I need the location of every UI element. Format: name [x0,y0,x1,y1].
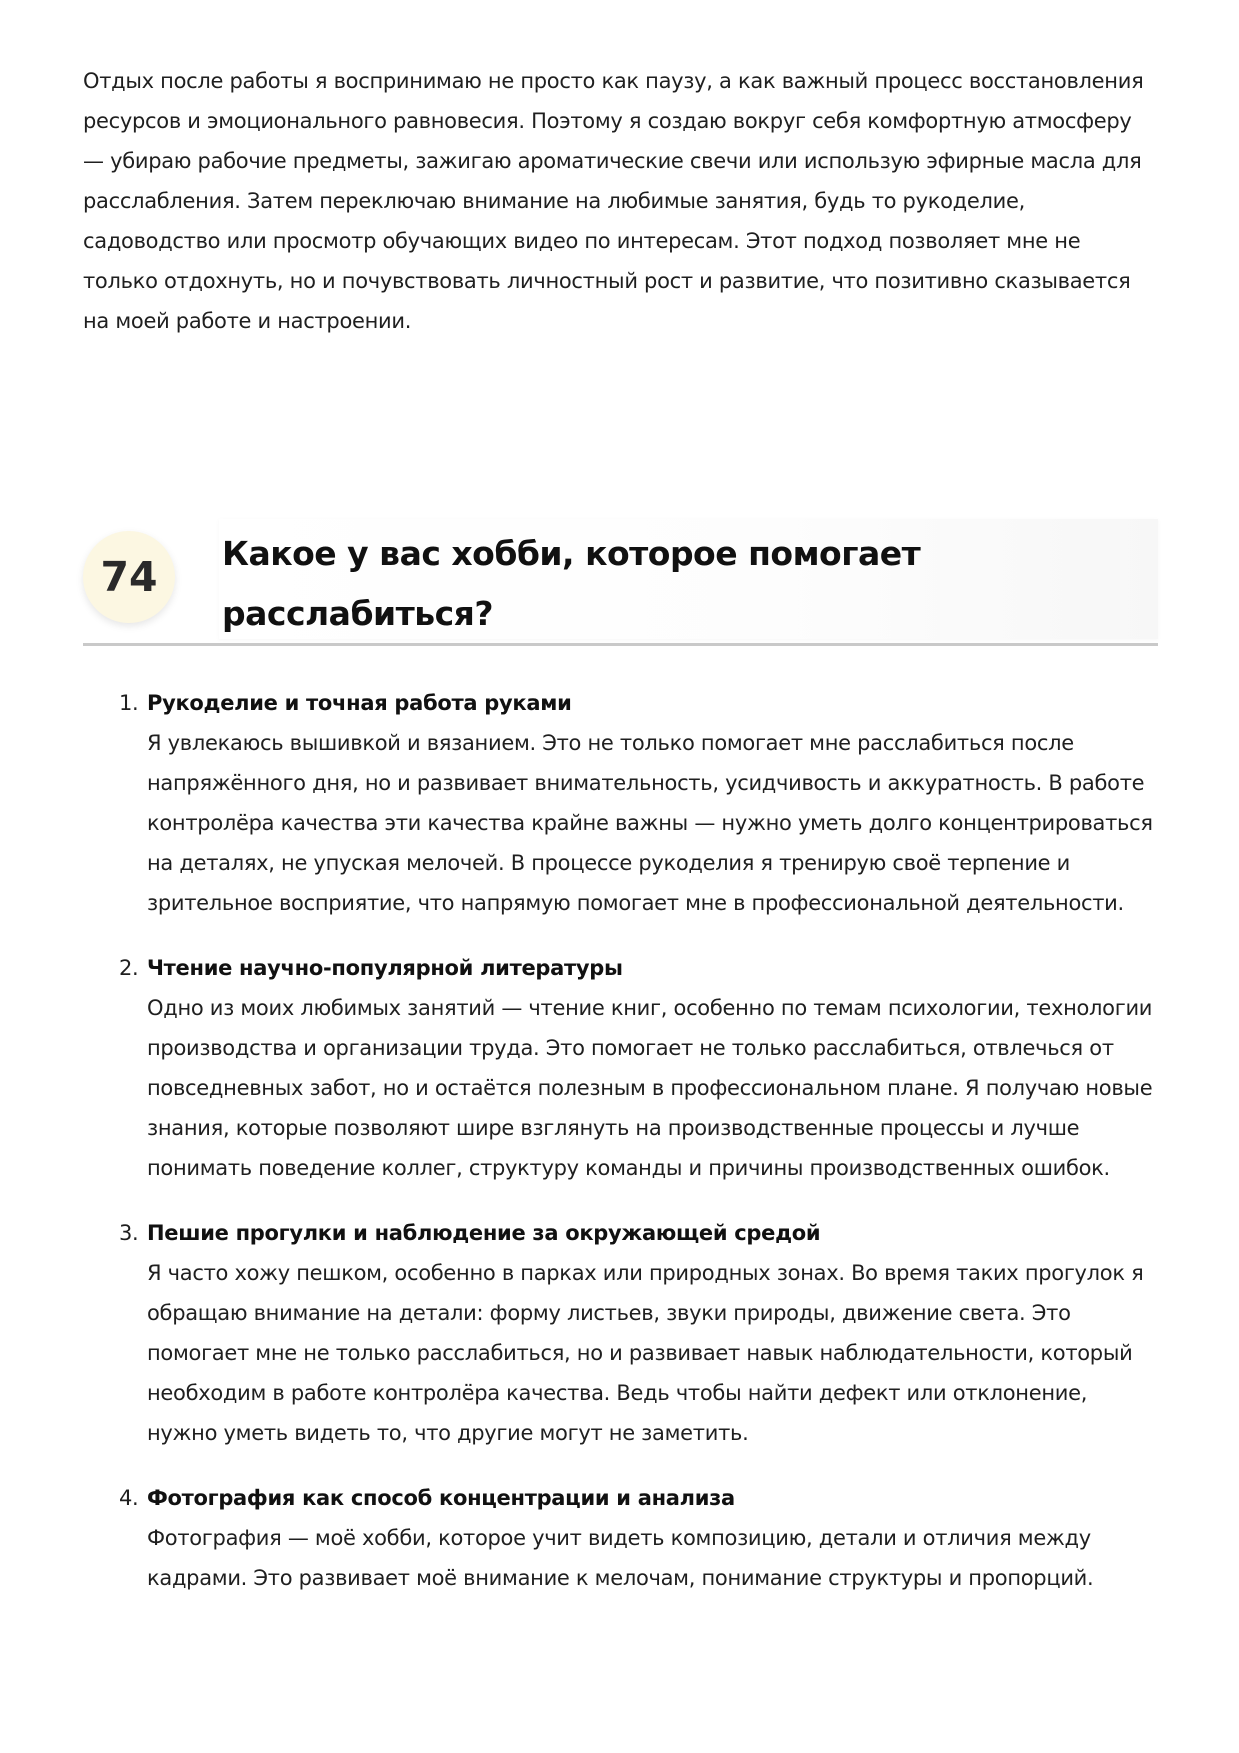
answer-list [119,683,1158,1598]
answer-item [119,948,1158,1188]
answer-text: Одно из моих любимых занятий — чтение книг, особенно по темам психологии, технологии производства и организации труда. Это помогает не только расслабиться, отвлечься от повседневных забот, но и остаётся полезным в профессиональном плане. Я получаю новые знания, которые позволяют шире взглянуть на производственные процессы и лучше понимать поведение коллег, структуру команды и причины производственных ошибок. [147,996,1153,1180]
answer-item [119,1478,1158,1598]
intro-paragraph: Отдых после работы я воспринимаю не просто как паузу, а как важный процесс восстановления ресурсов и эмоционального равновесия. Поэтому я создаю вокруг себя комфортную атмосферу — убираю рабочие предметы, зажигаю ароматические свечи или использую эфирные масла для расслабления. Затем переключаю внимание на любимые занятия, будь то рукоделие, садоводство или просмотр обучающих видео по интересам. Этот подход позволяет мне не только отдохнуть, но и почувствовать личностный рост и развитие, что позитивно сказывается на моей работе и настроении. [83,69,1144,333]
answer-number: 2. [119,956,139,980]
answer-text: Фотография — моё хобби, которое учит видеть композицию, детали и отличия между кадрами. Это развивает моё внимание к мелочам, понимание структуры и пропорций. [147,1526,1094,1590]
answer-number: 3. [119,1221,139,1245]
answer-number: 1. [119,691,139,715]
question-header [83,519,1158,646]
answer-item [119,683,1158,923]
answer-title: Пешие прогулки и наблюдение за окружающей средой [147,1221,821,1245]
answer-title: Чтение научно-популярной литературы [147,956,623,980]
answer-item [119,1213,1158,1453]
answer-title: Фотография как способ концентрации и анализа [147,1486,735,1510]
answer-title: Рукоделие и точная работа руками [147,691,572,715]
document-page [83,0,1158,1753]
answer-number: 4. [119,1486,139,1510]
answer-text: Я часто хожу пешком, особенно в парках или природных зонах. Во время таких прогулок я обращаю внимание на детали: форму листьев, звуки природы, движение света. Это помогает мне не только расслабиться, но и развивает навык наблюдательности, который необходим в работе контролёра качества. Ведь чтобы найти дефект или отклонение, нужно уметь видеть то, что другие могут не заметить. [147,1261,1144,1445]
question-number-badge: 74 [83,531,175,623]
question-title: Какое у вас хобби, которое помогает расслабиться? [222,534,921,633]
answer-text: Я увлекаюсь вышивкой и вязанием. Это не только помогает мне расслабиться после напряжённого дня, но и развивает внимательность, усидчивость и аккуратность. В работе контролёра качества эти качества крайне важны — нужно уметь долго концентрироваться на деталях, не упуская мелочей. В процессе рукоделия я тренирую своё терпение и зрительное восприятие, что напрямую помогает мне в профессиональной деятельности. [147,731,1153,915]
